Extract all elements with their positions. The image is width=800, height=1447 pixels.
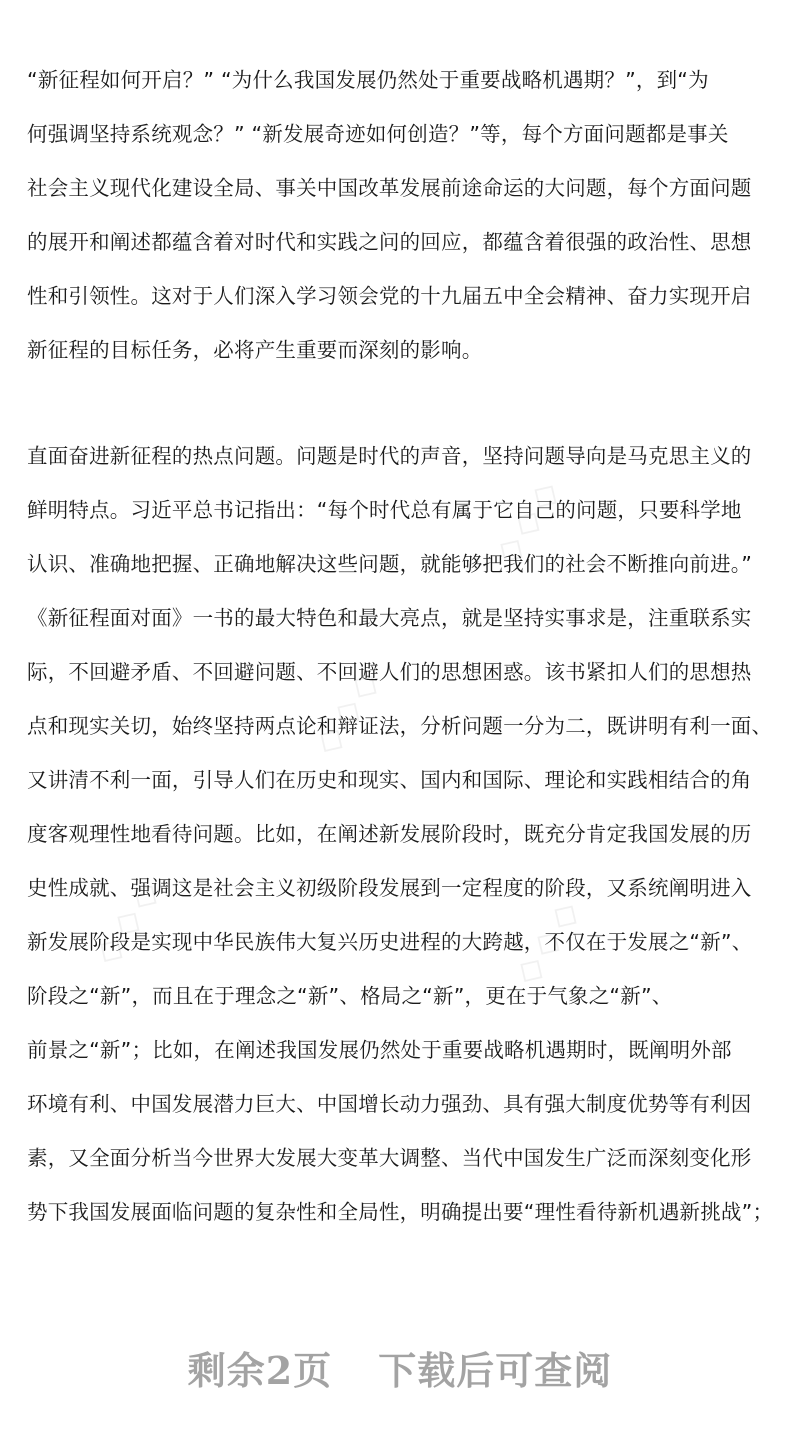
paragraph-gap xyxy=(27,382,775,434)
document-body xyxy=(27,58,775,1244)
text-line: 性和引领性。这对于人们深入学习领会党的十九届五中全会精神、奋力实现开启 xyxy=(27,284,752,308)
text-line: 鲜明特点。习近平总书记指出：“每个时代总有属于它自己的问题，只要科学地 xyxy=(27,498,742,522)
paragraph-2 xyxy=(27,434,775,1244)
watermark: ◇◇◇ xyxy=(505,888,591,992)
download-prompt[interactable] xyxy=(0,1340,800,1395)
text-line: 认识、准确地把握、正确地解决这些问题，就能够把我们的社会不断推向前进。” xyxy=(27,552,753,576)
text-line: 新发展阶段是实现中华民族伟大复兴历史进程的大跨越，不仅在于发展之“新”、 xyxy=(27,930,753,954)
text-line: 社会主义现代化建设全局、事关中国改革发展前途命运的大问题，每个方面问题 xyxy=(27,176,752,200)
paragraph-1 xyxy=(27,58,775,382)
text-line: 的展开和阐述都蕴含着对时代和实践之问的回应，都蕴含着很强的政治性、思想 xyxy=(27,230,752,254)
text-line: 新征程的目标任务，必将产生重要而深刻的影响。 xyxy=(27,338,483,362)
text-line: 直面奋进新征程的热点问题。问题是时代的声音，坚持问题导向是马克思主义的 xyxy=(27,444,752,468)
text-line: 势下我国发展面临问题的复杂性和全局性，明确提出要“理性看待新机遇新挑战”； xyxy=(27,1200,774,1224)
text-line: “新征程如何开启？” “为什么我国发展仍然处于重要战略机遇期？”，到“为 xyxy=(27,68,709,92)
text-line: 又讲清不利一面，引导人们在历史和现实、国内和国际、理论和实践相结合的角 xyxy=(27,768,752,792)
watermark: ◇◇◇ xyxy=(305,658,391,762)
text-line: 点和现实关切，始终坚持两点论和辩证法，分析问题一分为二，既讲明有利一面、 xyxy=(27,714,773,738)
text-line: 史性成就、强调这是社会主义初级阶段发展到一定程度的阶段，又系统阐明进入 xyxy=(27,876,752,900)
text-line: 阶段之“新”，而且在于理念之“新”、格局之“新”，更在于气象之“新”、 xyxy=(27,984,673,1008)
download-to-view-label[interactable]: 下载后可查阅 xyxy=(378,1348,613,1393)
watermark: ◇◇◇ xyxy=(85,868,171,972)
text-line: 际，不回避矛盾、不回避问题、不回避人们的思想困惑。该书紧扣人们的思想热 xyxy=(27,660,752,684)
watermark: ◇◇◇ xyxy=(485,468,571,572)
text-line: 前景之“新”；比如，在阐述我国发展仍然处于重要战略机遇期时，既阐明外部 xyxy=(27,1038,732,1062)
text-line: 环境有利、中国发展潜力巨大、中国增长动力强劲、具有强大制度优势等有利因 xyxy=(27,1092,752,1116)
text-line: 《新征程面对面》一书的最大特色和最大亮点，就是坚持实事求是，注重联系实 xyxy=(27,606,752,630)
text-line: 何强调坚持系统观念？” “新发展奇迹如何创造？”等，每个方面问题都是事关 xyxy=(27,122,729,146)
text-line: 度客观理性地看待问题。比如，在阐述新发展阶段时，既充分肯定我国发展的历 xyxy=(27,822,752,846)
text-line: 素，又全面分析当今世界大发展大变革大调整、当代中国发生广泛而深刻变化形 xyxy=(27,1146,752,1170)
remaining-pages-label: 剩余2页 xyxy=(187,1348,333,1393)
